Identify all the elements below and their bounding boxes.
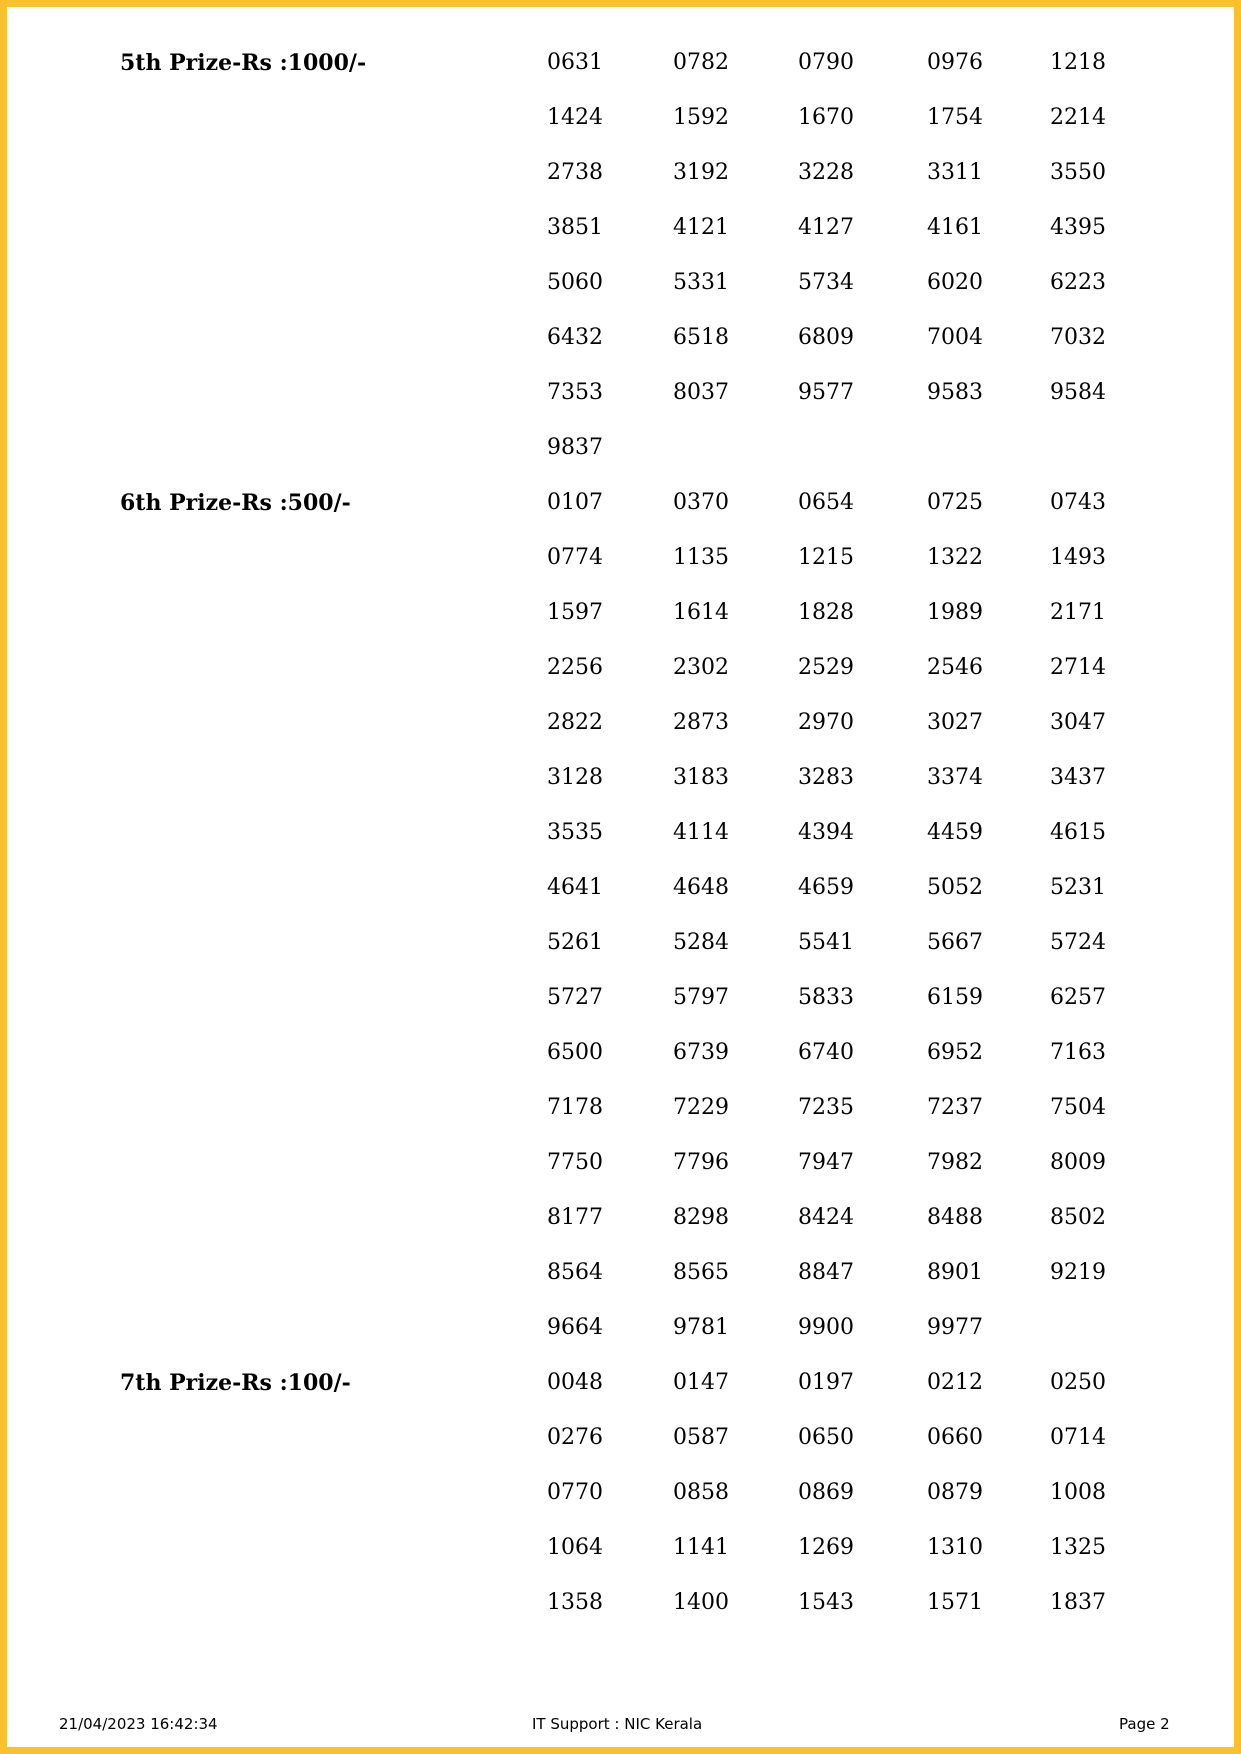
winning-number: 0650 <box>798 1425 854 1450</box>
winning-number: 8009 <box>1050 1150 1106 1175</box>
winning-number: 9577 <box>798 380 854 405</box>
winning-number: 0250 <box>1050 1370 1106 1395</box>
winning-number: 7796 <box>673 1150 729 1175</box>
prize-title: 7th Prize-Rs :100/- <box>120 1370 351 1396</box>
winning-number: 7982 <box>927 1150 983 1175</box>
winning-number: 0370 <box>673 490 729 515</box>
winning-number: 6739 <box>673 1040 729 1065</box>
winning-number: 4659 <box>798 875 854 900</box>
winning-number: 0743 <box>1050 490 1106 515</box>
winning-number: 0782 <box>673 50 729 75</box>
winning-number: 2738 <box>547 160 603 185</box>
number-row <box>0 655 1241 681</box>
winning-number: 9583 <box>927 380 983 405</box>
number-row <box>0 380 1241 406</box>
number-row <box>0 1040 1241 1066</box>
winning-number: 2546 <box>927 655 983 680</box>
winning-number: 0660 <box>927 1425 983 1450</box>
winning-number: 1064 <box>547 1535 603 1560</box>
winning-number: 2302 <box>673 655 729 680</box>
winning-number: 3027 <box>927 710 983 735</box>
number-row <box>0 435 1241 461</box>
winning-number: 2171 <box>1050 600 1106 625</box>
winning-number: 0770 <box>547 1480 603 1505</box>
winning-number: 3047 <box>1050 710 1106 735</box>
winning-number: 0212 <box>927 1370 983 1395</box>
winning-number: 1828 <box>798 600 854 625</box>
winning-number: 8901 <box>927 1260 983 1285</box>
winning-number: 8564 <box>547 1260 603 1285</box>
winning-number: 7163 <box>1050 1040 1106 1065</box>
winning-number: 6518 <box>673 325 729 350</box>
winning-number: 1424 <box>547 105 603 130</box>
number-row <box>0 215 1241 241</box>
number-row <box>0 1480 1241 1506</box>
footer-datetime: 21/04/2023 16:42:34 <box>59 1715 218 1733</box>
number-row <box>0 710 1241 736</box>
number-row <box>0 1315 1241 1341</box>
winning-number: 0714 <box>1050 1425 1106 1450</box>
winning-number: 3228 <box>798 160 854 185</box>
winning-number: 0725 <box>927 490 983 515</box>
winning-number: 5261 <box>547 930 603 955</box>
number-row <box>0 1205 1241 1231</box>
winning-number: 5734 <box>798 270 854 295</box>
winning-number: 4459 <box>927 820 983 845</box>
winning-number: 1008 <box>1050 1480 1106 1505</box>
number-row <box>0 985 1241 1011</box>
winning-number: 1493 <box>1050 545 1106 570</box>
winning-number: 4161 <box>927 215 983 240</box>
winning-number: 7750 <box>547 1150 603 1175</box>
number-row <box>0 765 1241 791</box>
winning-number: 8037 <box>673 380 729 405</box>
winning-number: 3311 <box>927 160 983 185</box>
winning-number: 0631 <box>547 50 603 75</box>
winning-number: 7229 <box>673 1095 729 1120</box>
winning-number: 3183 <box>673 765 729 790</box>
winning-number: 9977 <box>927 1315 983 1340</box>
winning-number: 1141 <box>673 1535 729 1560</box>
number-row <box>0 490 1241 516</box>
winning-number: 1218 <box>1050 50 1106 75</box>
winning-number: 4648 <box>673 875 729 900</box>
winning-number: 6500 <box>547 1040 603 1065</box>
winning-number: 6809 <box>798 325 854 350</box>
winning-number: 2873 <box>673 710 729 735</box>
number-row <box>0 160 1241 186</box>
winning-number: 3851 <box>547 215 603 240</box>
winning-number: 5797 <box>673 985 729 1010</box>
winning-number: 4395 <box>1050 215 1106 240</box>
winning-number: 4121 <box>673 215 729 240</box>
winning-number: 5727 <box>547 985 603 1010</box>
winning-number: 8488 <box>927 1205 983 1230</box>
winning-number: 1310 <box>927 1535 983 1560</box>
winning-number: 3192 <box>673 160 729 185</box>
winning-number: 0048 <box>547 1370 603 1395</box>
number-row <box>0 545 1241 571</box>
number-row <box>0 875 1241 901</box>
winning-number: 7504 <box>1050 1095 1106 1120</box>
winning-number: 9219 <box>1050 1260 1106 1285</box>
winning-number: 6432 <box>547 325 603 350</box>
winning-number: 6223 <box>1050 270 1106 295</box>
winning-number: 7004 <box>927 325 983 350</box>
winning-number: 0790 <box>798 50 854 75</box>
footer-page-number: Page 2 <box>1119 1715 1170 1733</box>
winning-number: 1989 <box>927 600 983 625</box>
winning-number: 1135 <box>673 545 729 570</box>
winning-number: 7178 <box>547 1095 603 1120</box>
winning-number: 2214 <box>1050 105 1106 130</box>
winning-number: 5231 <box>1050 875 1106 900</box>
number-row <box>0 930 1241 956</box>
winning-number: 1269 <box>798 1535 854 1560</box>
winning-number: 0587 <box>673 1425 729 1450</box>
winning-number: 1325 <box>1050 1535 1106 1560</box>
winning-number: 3535 <box>547 820 603 845</box>
winning-number: 1571 <box>927 1590 983 1615</box>
winning-number: 4394 <box>798 820 854 845</box>
winning-number: 2822 <box>547 710 603 735</box>
winning-number: 6159 <box>927 985 983 1010</box>
footer-it-support: IT Support : NIC Kerala <box>532 1715 703 1733</box>
winning-number: 7353 <box>547 380 603 405</box>
winning-number: 9664 <box>547 1315 603 1340</box>
winning-number: 2256 <box>547 655 603 680</box>
number-row <box>0 50 1241 76</box>
winning-number: 5833 <box>798 985 854 1010</box>
winning-number: 8424 <box>798 1205 854 1230</box>
winning-number: 5331 <box>673 270 729 295</box>
winning-number: 0774 <box>547 545 603 570</box>
winning-number: 6952 <box>927 1040 983 1065</box>
winning-number: 7237 <box>927 1095 983 1120</box>
number-row <box>0 1260 1241 1286</box>
winning-number: 9900 <box>798 1315 854 1340</box>
winning-number: 5284 <box>673 930 729 955</box>
winning-number: 0879 <box>927 1480 983 1505</box>
number-row <box>0 1535 1241 1561</box>
winning-number: 1597 <box>547 600 603 625</box>
winning-number: 7235 <box>798 1095 854 1120</box>
number-row <box>0 325 1241 351</box>
winning-number: 6020 <box>927 270 983 295</box>
winning-number: 0276 <box>547 1425 603 1450</box>
number-row <box>0 1095 1241 1121</box>
winning-number: 3283 <box>798 765 854 790</box>
winning-number: 0147 <box>673 1370 729 1395</box>
winning-number: 1322 <box>927 545 983 570</box>
winning-number: 3374 <box>927 765 983 790</box>
winning-number: 3550 <box>1050 160 1106 185</box>
winning-number: 3437 <box>1050 765 1106 790</box>
winning-number: 8847 <box>798 1260 854 1285</box>
winning-number: 8177 <box>547 1205 603 1230</box>
winning-number: 0107 <box>547 490 603 515</box>
winning-number: 4615 <box>1050 820 1106 845</box>
prize-title: 6th Prize-Rs :500/- <box>120 490 351 516</box>
winning-number: 2529 <box>798 655 854 680</box>
winning-number: 0197 <box>798 1370 854 1395</box>
winning-number: 1543 <box>798 1590 854 1615</box>
number-row <box>0 820 1241 846</box>
prize-title: 5th Prize-Rs :1000/- <box>120 50 367 76</box>
winning-number: 1614 <box>673 600 729 625</box>
winning-number: 5060 <box>547 270 603 295</box>
winning-number: 5724 <box>1050 930 1106 955</box>
number-row <box>0 1590 1241 1616</box>
winning-number: 8298 <box>673 1205 729 1230</box>
winning-number: 0858 <box>673 1480 729 1505</box>
winning-number: 7947 <box>798 1150 854 1175</box>
winning-number: 7032 <box>1050 325 1106 350</box>
winning-number: 1837 <box>1050 1590 1106 1615</box>
number-row <box>0 270 1241 296</box>
winning-number: 3128 <box>547 765 603 790</box>
winning-number: 1215 <box>798 545 854 570</box>
winning-number: 9837 <box>547 435 603 460</box>
winning-number: 2714 <box>1050 655 1106 680</box>
winning-number: 5052 <box>927 875 983 900</box>
winning-number: 6257 <box>1050 985 1106 1010</box>
number-row <box>0 600 1241 626</box>
winning-number: 1592 <box>673 105 729 130</box>
winning-number: 4641 <box>547 875 603 900</box>
winning-number: 4127 <box>798 215 854 240</box>
winning-number: 1400 <box>673 1590 729 1615</box>
number-row <box>0 1425 1241 1451</box>
winning-number: 1358 <box>547 1590 603 1615</box>
winning-number: 5541 <box>798 930 854 955</box>
winning-number: 0869 <box>798 1480 854 1505</box>
winning-number: 5667 <box>927 930 983 955</box>
winning-number: 9584 <box>1050 380 1106 405</box>
winning-number: 8502 <box>1050 1205 1106 1230</box>
winning-number: 1670 <box>798 105 854 130</box>
winning-number: 9781 <box>673 1315 729 1340</box>
winning-number: 0654 <box>798 490 854 515</box>
winning-number: 1754 <box>927 105 983 130</box>
winning-number: 8565 <box>673 1260 729 1285</box>
winning-number: 2970 <box>798 710 854 735</box>
winning-number: 0976 <box>927 50 983 75</box>
winning-number: 6740 <box>798 1040 854 1065</box>
number-row <box>0 1370 1241 1396</box>
number-row <box>0 1150 1241 1176</box>
winning-number: 4114 <box>673 820 729 845</box>
number-row <box>0 105 1241 131</box>
